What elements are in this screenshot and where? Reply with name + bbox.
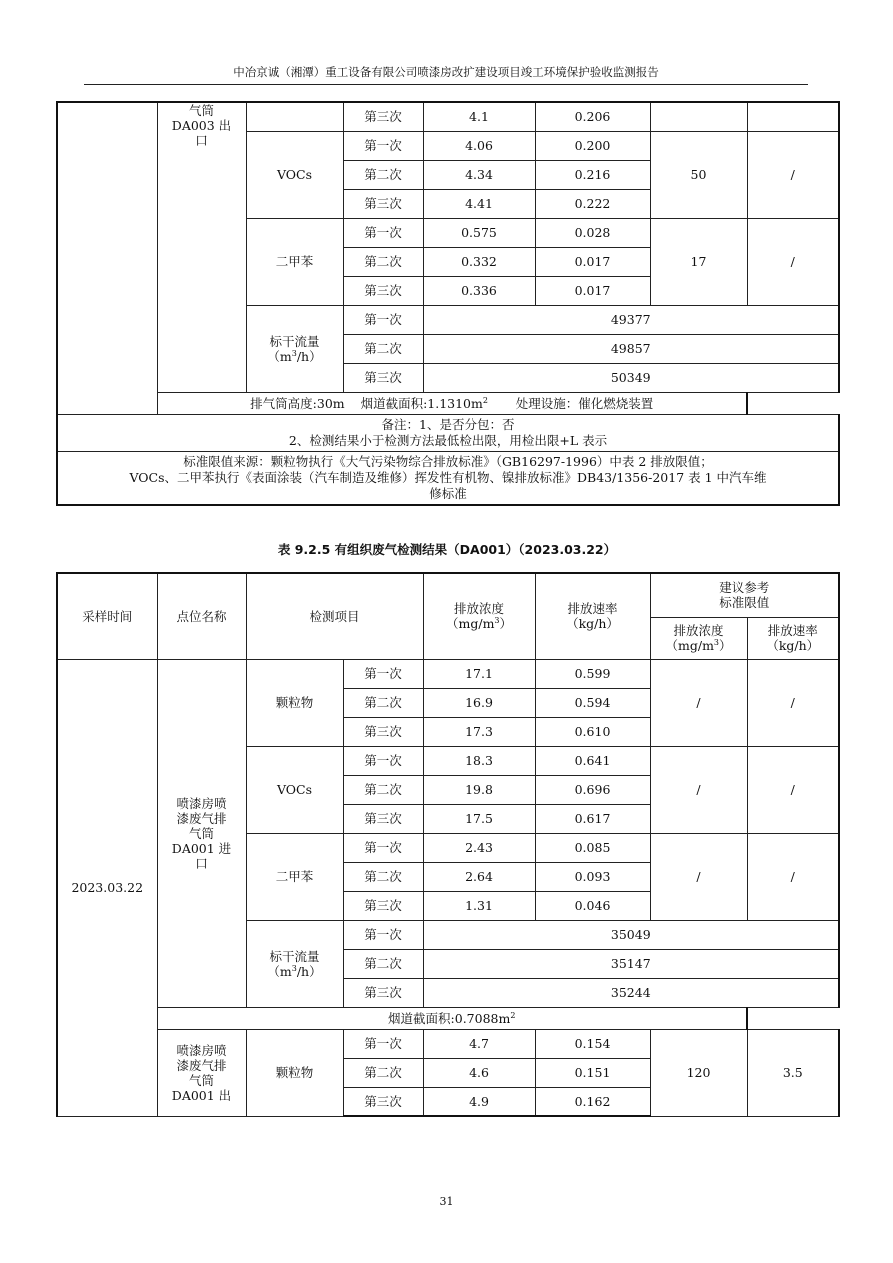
- flow-label: 标干流量: [269, 333, 320, 349]
- rate-cell: 0.028: [535, 218, 650, 247]
- remark-line-1: 备注：1、是否分包：否: [381, 416, 515, 432]
- item-xylene: 二甲苯: [246, 218, 343, 305]
- flow-value: 35049: [423, 920, 839, 949]
- time-cell: 第二次: [343, 775, 423, 804]
- standard-line-1: 标准限值来源：颗粒物执行《大气污染物综合排放标准》（GB16297-1996）中表 2 排放限值；: [183, 453, 713, 469]
- stack-facility: 处理设施：催化燃烧装置: [515, 395, 654, 411]
- rate-limit-cell: /: [747, 659, 839, 746]
- time-cell: 第三次: [343, 891, 423, 920]
- rate-limit-cell: 3.5: [747, 1029, 839, 1116]
- rate-limit-cell: [747, 102, 839, 131]
- rate-cell: 0.046: [535, 891, 650, 920]
- time-cell: 第二次: [343, 334, 423, 363]
- time-cell: 第二次: [343, 160, 423, 189]
- rate-cell: 0.162: [535, 1087, 650, 1116]
- flow-value: 50349: [423, 363, 839, 392]
- conc-cell: 17.1: [423, 659, 535, 688]
- limit-cell: 120: [650, 1029, 747, 1116]
- header-sub-conc: 排放浓度 $(mg/m^3)$: [650, 617, 747, 659]
- conc-cell: 1.31: [423, 891, 535, 920]
- rate-cell: 0.696: [535, 775, 650, 804]
- item-pm: 颗粒物: [246, 659, 343, 746]
- emission-table-da001: [56, 572, 840, 1117]
- time-cell: 第三次: [343, 1087, 423, 1116]
- header-sub-rate: 排放速率 （kg/h）: [747, 617, 839, 659]
- time-cell: 第二次: [343, 1058, 423, 1087]
- limit-cell: /: [650, 833, 747, 920]
- conc-cell: 4.06: [423, 131, 535, 160]
- rate-limit-cell: /: [747, 218, 839, 305]
- limit-cell: [650, 102, 747, 131]
- time-cell: 第二次: [343, 949, 423, 978]
- rate-cell: 0.216: [535, 160, 650, 189]
- time-cell: 第一次: [343, 659, 423, 688]
- rate-cell: 0.154: [535, 1029, 650, 1058]
- item-flow: [246, 920, 343, 1007]
- rate-cell: 0.085: [535, 833, 650, 862]
- flow-label: 标干流量: [269, 948, 320, 964]
- rate-cell: 0.200: [535, 131, 650, 160]
- conc-cell: 16.9: [423, 688, 535, 717]
- time-cell: 第三次: [343, 102, 423, 131]
- remark-line-2: 2、检测结果小于检测方法最低检出限，用检出限+L 表示: [288, 432, 608, 448]
- rate-limit-cell: /: [747, 131, 839, 218]
- time-cell: 第三次: [343, 804, 423, 833]
- rate-cell: 0.599: [535, 659, 650, 688]
- stack-area: 烟道截面积$:1.1310m^2$: [360, 395, 488, 411]
- rate-cell: 0.017: [535, 276, 650, 305]
- conc-cell: 4.41: [423, 189, 535, 218]
- flow-unit: $(m^3/h)$: [267, 963, 322, 979]
- flow-unit: $(m^3/h)$: [267, 348, 322, 364]
- conc-cell: 4.1: [423, 102, 535, 131]
- conc-cell: 4.6: [423, 1058, 535, 1087]
- flow-value: 35147: [423, 949, 839, 978]
- conc-cell: 4.34: [423, 160, 535, 189]
- header-location: 点位名称: [157, 573, 246, 659]
- rate-limit-cell: /: [747, 833, 839, 920]
- header-time: 采样时间: [57, 573, 157, 659]
- limit-cell: /: [650, 659, 747, 746]
- limit-cell: 17: [650, 218, 747, 305]
- header-reference: 建议参考 标准限值: [650, 573, 839, 617]
- rate-limit-cell: /: [747, 746, 839, 833]
- time-cell: 第二次: [343, 862, 423, 891]
- flow-value: 49857: [423, 334, 839, 363]
- rate-cell: 0.641: [535, 746, 650, 775]
- inlet-area-row: [157, 1007, 747, 1029]
- item-cell: [246, 102, 343, 131]
- time-cell: 第一次: [343, 218, 423, 247]
- rate-cell: 0.610: [535, 717, 650, 746]
- time-cell: 第三次: [343, 978, 423, 1007]
- limit-cell: /: [650, 746, 747, 833]
- inlet-location-cell: 喷漆房喷 漆废气排 气筒 DA001 进 口: [157, 659, 246, 1007]
- rate-cell: 0.206: [535, 102, 650, 131]
- time-cell: 第一次: [343, 920, 423, 949]
- conc-cell: 0.575: [423, 218, 535, 247]
- time-cell: 第三次: [343, 189, 423, 218]
- time-cell: 第一次: [343, 746, 423, 775]
- conc-cell: 2.64: [423, 862, 535, 891]
- rate-cell: 0.617: [535, 804, 650, 833]
- conc-cell: 17.5: [423, 804, 535, 833]
- standard-line-3: 修标准: [429, 485, 467, 501]
- rate-cell: 0.151: [535, 1058, 650, 1087]
- header-rate: 排放速率 （kg/h）: [535, 573, 650, 659]
- stack-info-row: [157, 392, 747, 414]
- conc-cell: 0.336: [423, 276, 535, 305]
- table-caption: 表 9.2.5 有组织废气检测结果（DA001）（2023.03.22）: [277, 542, 617, 557]
- rate-cell: 0.594: [535, 688, 650, 717]
- rate-cell: 0.222: [535, 189, 650, 218]
- time-cell: 第三次: [343, 363, 423, 392]
- conc-cell: 0.332: [423, 247, 535, 276]
- time-cell: 第二次: [343, 688, 423, 717]
- inlet-area: 烟道截面积$:0.7088m^2$: [388, 1010, 516, 1026]
- limit-cell: 50: [650, 131, 747, 218]
- page-header: 中冶京诚（湘潭）重工设备有限公司喷漆房改扩建设项目竣工环境保护验收监测报告: [84, 64, 808, 85]
- time-cell: 第二次: [343, 247, 423, 276]
- flow-value: 49377: [423, 305, 839, 334]
- item-vocs: VOCs: [246, 746, 343, 833]
- conc-cell: 4.7: [423, 1029, 535, 1058]
- conc-cell: 18.3: [423, 746, 535, 775]
- time-cell: 第三次: [343, 717, 423, 746]
- time-cell: 第一次: [343, 131, 423, 160]
- conc-cell: 19.8: [423, 775, 535, 804]
- time-cell: 第一次: [343, 1029, 423, 1058]
- time-cell: 第一次: [343, 305, 423, 334]
- header-item: 检测项目: [246, 573, 423, 659]
- standards-cell: [57, 451, 839, 505]
- item-pm: 颗粒物: [246, 1029, 343, 1116]
- conc-cell: 4.9: [423, 1087, 535, 1116]
- item-vocs: VOCs: [246, 131, 343, 218]
- flow-value: 35244: [423, 978, 839, 1007]
- header-conc: 排放浓度 $(mg/m^3)$: [423, 573, 535, 659]
- conc-cell: 17.3: [423, 717, 535, 746]
- date-cell: 2023.03.22: [57, 659, 157, 1116]
- outlet-location-cell: 喷漆房喷 漆废气排 气筒 DA001 出: [157, 1029, 246, 1116]
- standard-line-2: VOCs、二甲苯执行《表面涂装（汽车制造及维修）挥发性有机物、镍排放标准》DB43/1356-2017 表 1 中汽车维: [129, 469, 767, 485]
- conc-cell: 2.43: [423, 833, 535, 862]
- item-xylene: 二甲苯: [246, 833, 343, 920]
- rate-cell: 0.093: [535, 862, 650, 891]
- sampling-time-cell: [57, 102, 157, 414]
- remarks-cell: [57, 414, 839, 451]
- stack-height: 排气筒高度:30m: [250, 395, 345, 411]
- emission-table-continued: [56, 101, 840, 506]
- rate-cell: 0.017: [535, 247, 650, 276]
- item-flow: [246, 305, 343, 392]
- time-cell: 第三次: [343, 276, 423, 305]
- page-number: 31: [439, 1195, 454, 1208]
- location-cell: 气筒 DA003 出 口: [157, 102, 246, 392]
- time-cell: 第一次: [343, 833, 423, 862]
